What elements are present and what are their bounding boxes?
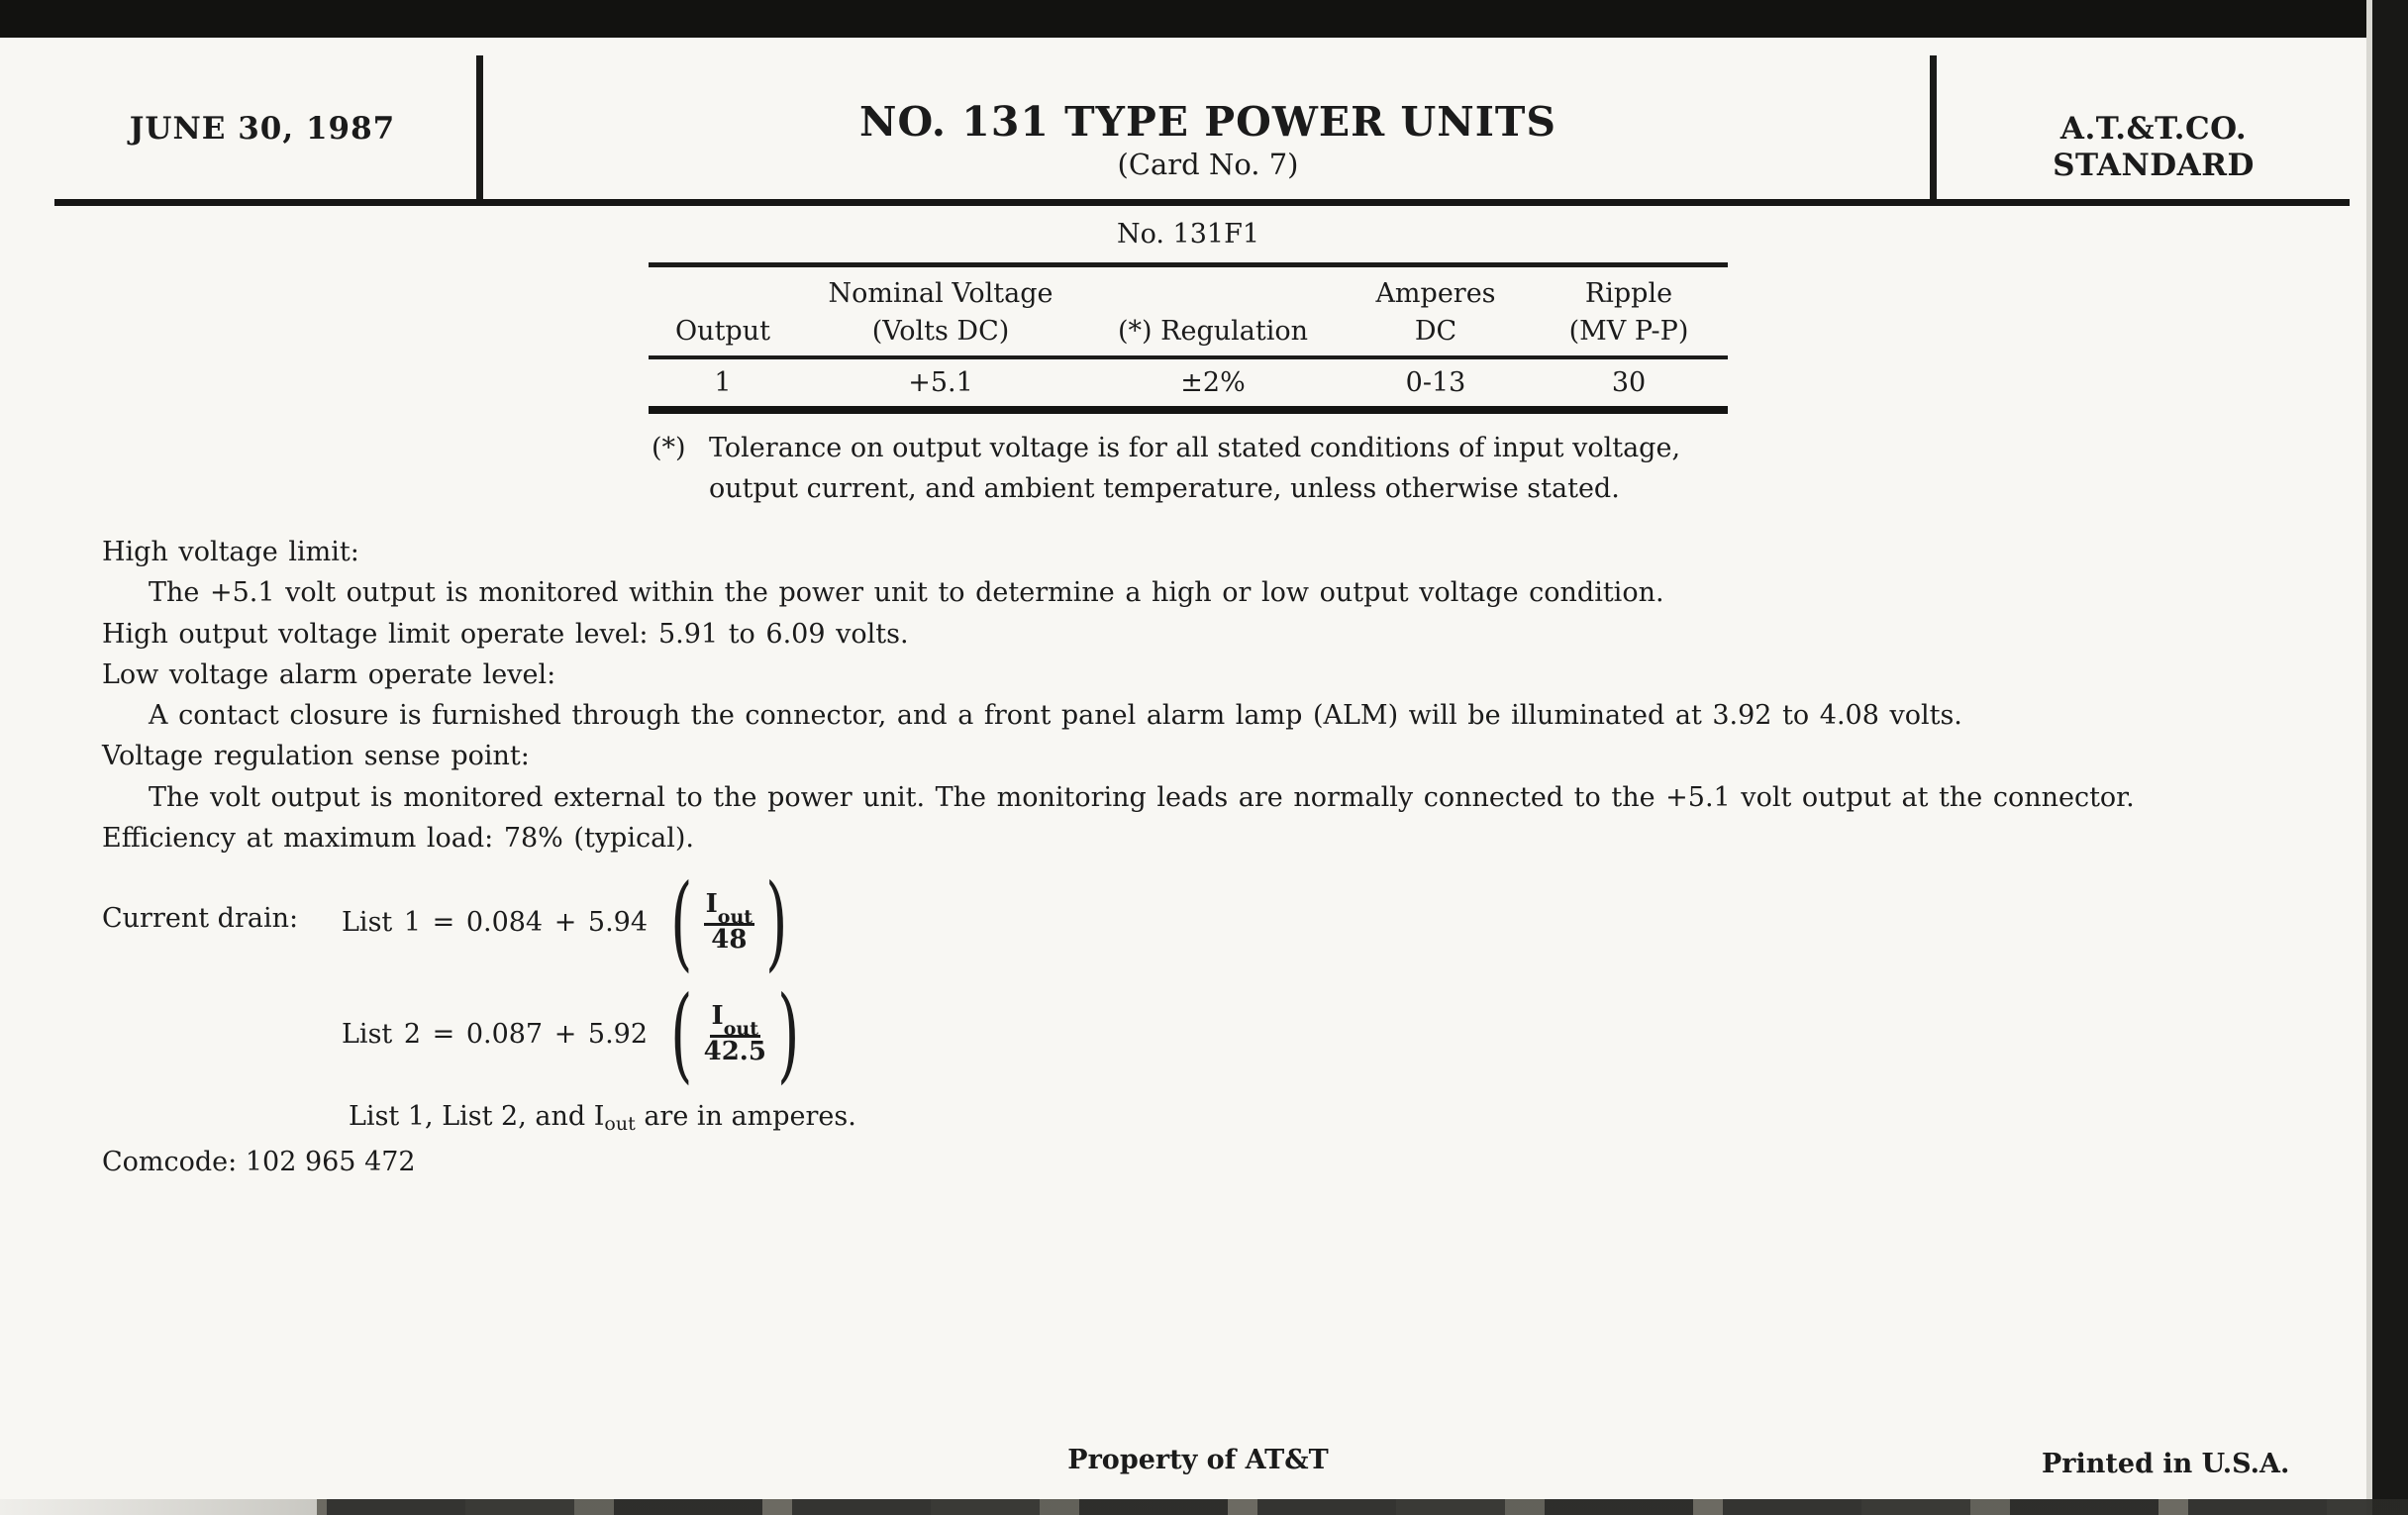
- current-drain-note: [349, 1101, 856, 1135]
- body-line-regulation-sense-point: Voltage regulation sense point:: [102, 741, 530, 772]
- current-drain-label: Current drain:: [102, 903, 299, 934]
- formula1-denominator: 48: [711, 924, 748, 955]
- note-subscript: out: [604, 1113, 636, 1135]
- col-header-ripple-line1: Ripple: [1584, 278, 1673, 309]
- formula2-num-base: I: [711, 1000, 724, 1031]
- scan-top-black-bar: [0, 0, 2408, 38]
- body-line-low-voltage-alarm: Low voltage alarm operate level:: [102, 658, 556, 690]
- formula1-numerator: [704, 890, 754, 926]
- formula1-num-base: I: [705, 888, 718, 919]
- col-header-regulation-line2: (*) Regulation: [1118, 316, 1308, 347]
- footnote-line2: output current, and ambient temperature, unless otherwise stated.: [709, 473, 1620, 504]
- scan-right-black-band: [2372, 0, 2408, 1515]
- body-line-high-output-level: High output voltage limit operate level: 5.91 to 6.09 volts.: [102, 618, 909, 650]
- spec-table: [649, 218, 1728, 414]
- formula1-fraction: [704, 890, 754, 955]
- table-row: [649, 359, 1728, 406]
- formula2-numerator: [710, 1002, 760, 1038]
- cell-voltage: +5.1: [908, 367, 973, 398]
- col-header-voltage-line2: (Volts DC): [871, 316, 1010, 347]
- footer-printed-label: Printed in U.S.A.: [2042, 1449, 2290, 1479]
- organization-line2: STANDARD: [2053, 148, 2255, 183]
- note-post: are in amperes.: [635, 1101, 856, 1132]
- header-divider-left: [476, 55, 483, 204]
- col-header-voltage-line1: Nominal Voltage: [828, 278, 1054, 309]
- table-bottom-rule: [649, 406, 1728, 414]
- footnote-marker: (*): [652, 433, 686, 463]
- footer-property-label: Property of AT&T: [1067, 1445, 1329, 1475]
- body-line-monitored-within: The +5.1 volt output is monitored within the power unit to determine a high or low output voltage condition.: [149, 577, 1664, 609]
- current-drain-formula-list1: List 1 = 0.084 + 5.94 ( $\frac{I_{out}}{48}$ ): [342, 861, 788, 982]
- document-date: JUNE 30, 1987: [129, 111, 396, 147]
- scan-bottom-left-gap: [0, 1499, 317, 1515]
- table-footnote: [652, 428, 1818, 509]
- cell-ripple: 30: [1611, 367, 1647, 398]
- header-divider-right: [1930, 55, 1937, 204]
- body-text: [102, 532, 2340, 858]
- col-header-amperes-line1: Amperes: [1375, 278, 1496, 309]
- col-header-output-line2: Output: [675, 316, 770, 347]
- cell-output: 1: [714, 367, 732, 398]
- formula2-fraction: [704, 1002, 766, 1066]
- table-header-row-1: [649, 267, 1728, 313]
- body-line-contact-closure: A contact closure is furnished through the connector, and a front panel alarm lamp (ALM) will be illuminated at 3.92 to 4.08 volts.: [149, 700, 1962, 732]
- header-title-block: [515, 99, 1901, 184]
- page-title: NO. 131 TYPE POWER UNITS: [858, 98, 1557, 146]
- table-header-row-2: [649, 313, 1728, 351]
- page-subtitle: (Card No. 7): [1117, 148, 1299, 181]
- current-drain-formula-list2: List 2 = 0.087 + 5.92 ( $\frac{I_{out}}{42.5}$ ): [342, 973, 800, 1094]
- formula1-num-subscript: out: [717, 905, 753, 928]
- col-header-ripple-line2: (MV P-P): [1568, 316, 1689, 347]
- body-line-efficiency: Efficiency at maximum load: 78% (typical).: [102, 823, 694, 855]
- organization-label: [1980, 111, 2327, 184]
- formula1-lhs: List 1 = 0.084 + 5.94: [342, 906, 649, 938]
- header-rule: [54, 199, 2350, 206]
- col-header-output-line1: [649, 275, 797, 313]
- spec-table-caption: No. 131F1: [1116, 219, 1260, 250]
- col-header-amperes-line2: DC: [1414, 316, 1457, 347]
- scan-bottom-noise-strip: [0, 1499, 2408, 1515]
- formula2-num-subscript: out: [723, 1017, 758, 1040]
- col-header-regulation-line1: [1084, 275, 1342, 313]
- organization-line1: A.T.&T.CO.: [2059, 111, 2248, 147]
- formula2-denominator: 42.5: [703, 1036, 766, 1066]
- note-pre: List 1, List 2, and I: [349, 1101, 605, 1132]
- formula2-lhs: List 2 = 0.087 + 5.92: [342, 1018, 649, 1050]
- footnote-line1: Tolerance on output voltage is for all stated conditions of input voltage,: [709, 433, 1681, 463]
- body-line-high-voltage-limit: High voltage limit:: [102, 537, 359, 567]
- cell-amperes: 0-13: [1405, 367, 1466, 398]
- body-line-monitored-external: The volt output is monitored external to the power unit. The monitoring leads are normally connected to the +5.1 volt output at the connector.: [149, 781, 2135, 813]
- comcode-line: Comcode: 102 965 472: [102, 1147, 416, 1177]
- cell-regulation: ±2%: [1180, 367, 1246, 398]
